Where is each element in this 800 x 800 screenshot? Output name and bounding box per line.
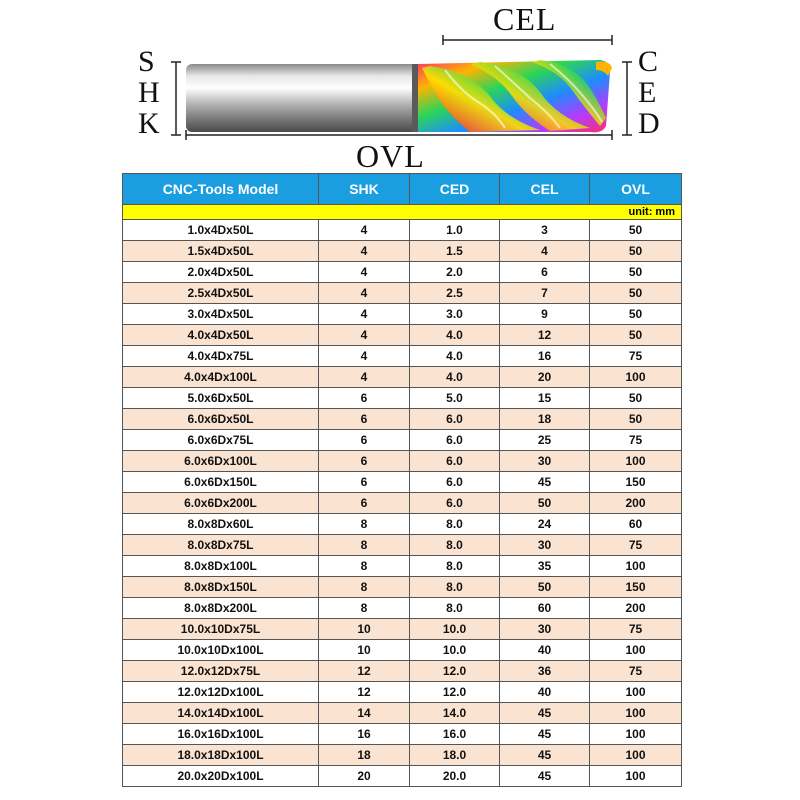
- ced-bracket: [622, 62, 632, 135]
- cell-cel: 60: [500, 598, 590, 619]
- shk-letter-k: K: [138, 107, 160, 140]
- cell-shk: 10: [319, 640, 410, 661]
- cell-ced: 3.0: [410, 304, 500, 325]
- table-row: [123, 766, 682, 787]
- cell-ced: 12.0: [410, 682, 500, 703]
- cell-ovl: 50: [590, 220, 682, 241]
- table-row: [123, 640, 682, 661]
- cell-ced: 1.0: [410, 220, 500, 241]
- cell-model: 2.0x4Dx50L: [123, 262, 319, 283]
- cell-cel: 12: [500, 325, 590, 346]
- cell-ovl: 100: [590, 640, 682, 661]
- cell-ovl: 50: [590, 262, 682, 283]
- cell-shk: 12: [319, 682, 410, 703]
- spec-table: [122, 173, 682, 787]
- cell-model: 12.0x12Dx100L: [123, 682, 319, 703]
- shk-letter-h: H: [138, 76, 160, 109]
- cell-model: 1.5x4Dx50L: [123, 241, 319, 262]
- cell-ovl: 50: [590, 304, 682, 325]
- cell-model: 14.0x14Dx100L: [123, 703, 319, 724]
- cell-cel: 4: [500, 241, 590, 262]
- cell-ovl: 60: [590, 514, 682, 535]
- cell-ced: 6.0: [410, 430, 500, 451]
- cell-shk: 8: [319, 535, 410, 556]
- cell-ced: 5.0: [410, 388, 500, 409]
- cell-cel: 45: [500, 703, 590, 724]
- cell-cel: 30: [500, 619, 590, 640]
- cell-ovl: 100: [590, 367, 682, 388]
- cell-ovl: 100: [590, 556, 682, 577]
- cell-ovl: 50: [590, 283, 682, 304]
- table-row: [123, 619, 682, 640]
- table-row: [123, 409, 682, 430]
- cell-ced: 6.0: [410, 451, 500, 472]
- cell-ced: 2.0: [410, 262, 500, 283]
- flutes: [418, 60, 612, 132]
- cell-shk: 4: [319, 241, 410, 262]
- cell-shk: 10: [319, 619, 410, 640]
- cell-shk: 6: [319, 430, 410, 451]
- cell-ovl: 50: [590, 409, 682, 430]
- cell-ovl: 50: [590, 325, 682, 346]
- cell-ced: 4.0: [410, 346, 500, 367]
- cell-ced: 4.0: [410, 325, 500, 346]
- table-row: [123, 682, 682, 703]
- cell-ced: 8.0: [410, 514, 500, 535]
- cell-cel: 24: [500, 514, 590, 535]
- cell-ced: 16.0: [410, 724, 500, 745]
- table-row: [123, 367, 682, 388]
- col-header-ced: CED: [410, 174, 500, 205]
- cell-cel: 9: [500, 304, 590, 325]
- cell-cel: 6: [500, 262, 590, 283]
- cell-cel: 15: [500, 388, 590, 409]
- cell-ced: 8.0: [410, 577, 500, 598]
- cell-ced: 14.0: [410, 703, 500, 724]
- cell-ced: 6.0: [410, 472, 500, 493]
- cell-cel: 18: [500, 409, 590, 430]
- cell-cel: 50: [500, 577, 590, 598]
- cell-model: 2.5x4Dx50L: [123, 283, 319, 304]
- cell-cel: 35: [500, 556, 590, 577]
- cell-ced: 8.0: [410, 598, 500, 619]
- cell-ovl: 150: [590, 472, 682, 493]
- end-mill-diagram: [0, 0, 800, 172]
- ced-letter-e: E: [638, 76, 657, 109]
- cell-shk: 6: [319, 409, 410, 430]
- table-row: [123, 535, 682, 556]
- col-header-model: CNC-Tools Model: [123, 174, 319, 205]
- cell-shk: 20: [319, 766, 410, 787]
- shank: [186, 64, 420, 132]
- cell-ovl: 75: [590, 619, 682, 640]
- cell-cel: 3: [500, 220, 590, 241]
- cell-ovl: 100: [590, 703, 682, 724]
- unit-row: [123, 205, 682, 220]
- cel-label: CEL: [493, 1, 557, 37]
- table-row: [123, 220, 682, 241]
- cell-model: 8.0x8Dx200L: [123, 598, 319, 619]
- col-header-ovl: OVL: [590, 174, 682, 205]
- cell-shk: 4: [319, 346, 410, 367]
- shk-letter-s: S: [138, 45, 155, 78]
- cell-ovl: 100: [590, 766, 682, 787]
- cell-cel: 16: [500, 346, 590, 367]
- cell-ced: 8.0: [410, 556, 500, 577]
- cell-shk: 6: [319, 472, 410, 493]
- cell-ovl: 75: [590, 535, 682, 556]
- table-row: [123, 388, 682, 409]
- cell-ovl: 100: [590, 745, 682, 766]
- cell-model: 5.0x6Dx50L: [123, 388, 319, 409]
- table-row: [123, 514, 682, 535]
- cell-model: 18.0x18Dx100L: [123, 745, 319, 766]
- table-row: [123, 556, 682, 577]
- cell-shk: 16: [319, 724, 410, 745]
- cell-cel: 40: [500, 682, 590, 703]
- cell-ced: 18.0: [410, 745, 500, 766]
- cell-shk: 6: [319, 388, 410, 409]
- cell-model: 6.0x6Dx100L: [123, 451, 319, 472]
- cell-cel: 45: [500, 766, 590, 787]
- col-header-cel: CEL: [500, 174, 590, 205]
- cell-shk: 4: [319, 262, 410, 283]
- end-mill-drawing: [0, 0, 800, 172]
- table-row: [123, 703, 682, 724]
- col-header-shk: SHK: [319, 174, 410, 205]
- table-body: [123, 220, 682, 787]
- cell-ovl: 100: [590, 451, 682, 472]
- cell-ced: 8.0: [410, 535, 500, 556]
- table-row: [123, 430, 682, 451]
- ovl-label: OVL: [356, 138, 425, 174]
- cell-shk: 4: [319, 325, 410, 346]
- cell-model: 10.0x10Dx75L: [123, 619, 319, 640]
- cell-shk: 4: [319, 220, 410, 241]
- table-row: [123, 745, 682, 766]
- cell-model: 4.0x4Dx50L: [123, 325, 319, 346]
- cell-cel: 7: [500, 283, 590, 304]
- cell-cel: 36: [500, 661, 590, 682]
- table-row: [123, 661, 682, 682]
- cell-model: 8.0x8Dx100L: [123, 556, 319, 577]
- cell-model: 4.0x4Dx75L: [123, 346, 319, 367]
- cell-cel: 30: [500, 451, 590, 472]
- cell-ovl: 100: [590, 682, 682, 703]
- cell-model: 20.0x20Dx100L: [123, 766, 319, 787]
- cell-model: 8.0x8Dx60L: [123, 514, 319, 535]
- cell-ovl: 200: [590, 598, 682, 619]
- cell-shk: 8: [319, 598, 410, 619]
- cell-cel: 25: [500, 430, 590, 451]
- cell-shk: 4: [319, 304, 410, 325]
- cell-shk: 8: [319, 556, 410, 577]
- table-row: [123, 472, 682, 493]
- table-row: [123, 577, 682, 598]
- cell-ced: 10.0: [410, 619, 500, 640]
- cell-ced: 6.0: [410, 493, 500, 514]
- cell-ced: 4.0: [410, 367, 500, 388]
- cell-cel: 45: [500, 724, 590, 745]
- cell-shk: 8: [319, 577, 410, 598]
- cell-ced: 20.0: [410, 766, 500, 787]
- table-row: [123, 724, 682, 745]
- table-row: [123, 598, 682, 619]
- cell-shk: 4: [319, 283, 410, 304]
- unit-label: unit: mm: [123, 205, 682, 220]
- cell-shk: 12: [319, 661, 410, 682]
- shk-bracket: [171, 62, 181, 135]
- table-row: [123, 493, 682, 514]
- cell-ovl: 75: [590, 346, 682, 367]
- cell-ovl: 75: [590, 430, 682, 451]
- cell-model: 10.0x10Dx100L: [123, 640, 319, 661]
- cell-cel: 30: [500, 535, 590, 556]
- cell-cel: 45: [500, 745, 590, 766]
- cell-cel: 45: [500, 472, 590, 493]
- cell-model: 4.0x4Dx100L: [123, 367, 319, 388]
- table-row: [123, 325, 682, 346]
- cell-ced: 6.0: [410, 409, 500, 430]
- cell-model: 8.0x8Dx75L: [123, 535, 319, 556]
- cell-model: 6.0x6Dx200L: [123, 493, 319, 514]
- cell-ced: 12.0: [410, 661, 500, 682]
- header-row: [123, 174, 682, 205]
- table-row: [123, 283, 682, 304]
- table-row: [123, 262, 682, 283]
- ced-letter-d: D: [638, 107, 660, 140]
- cell-model: 3.0x4Dx50L: [123, 304, 319, 325]
- ced-letter-c: C: [638, 45, 659, 78]
- cell-ovl: 150: [590, 577, 682, 598]
- table-row: [123, 451, 682, 472]
- cell-ovl: 75: [590, 661, 682, 682]
- cell-ced: 1.5: [410, 241, 500, 262]
- cell-shk: 8: [319, 514, 410, 535]
- cell-shk: 4: [319, 367, 410, 388]
- cell-model: 6.0x6Dx75L: [123, 430, 319, 451]
- cell-shk: 18: [319, 745, 410, 766]
- cell-cel: 20: [500, 367, 590, 388]
- cell-shk: 6: [319, 451, 410, 472]
- table-row: [123, 241, 682, 262]
- cell-model: 6.0x6Dx50L: [123, 409, 319, 430]
- cell-ced: 10.0: [410, 640, 500, 661]
- cell-ced: 2.5: [410, 283, 500, 304]
- cell-cel: 50: [500, 493, 590, 514]
- cel-dimension-line: [443, 35, 612, 45]
- table-row: [123, 304, 682, 325]
- cell-model: 8.0x8Dx150L: [123, 577, 319, 598]
- cell-shk: 14: [319, 703, 410, 724]
- cell-cel: 40: [500, 640, 590, 661]
- cell-ovl: 50: [590, 241, 682, 262]
- cell-shk: 6: [319, 493, 410, 514]
- cell-ovl: 100: [590, 724, 682, 745]
- cell-model: 1.0x4Dx50L: [123, 220, 319, 241]
- cell-model: 6.0x6Dx150L: [123, 472, 319, 493]
- table-row: [123, 346, 682, 367]
- cell-model: 16.0x16Dx100L: [123, 724, 319, 745]
- cell-ovl: 200: [590, 493, 682, 514]
- cell-ovl: 50: [590, 388, 682, 409]
- cell-model: 12.0x12Dx75L: [123, 661, 319, 682]
